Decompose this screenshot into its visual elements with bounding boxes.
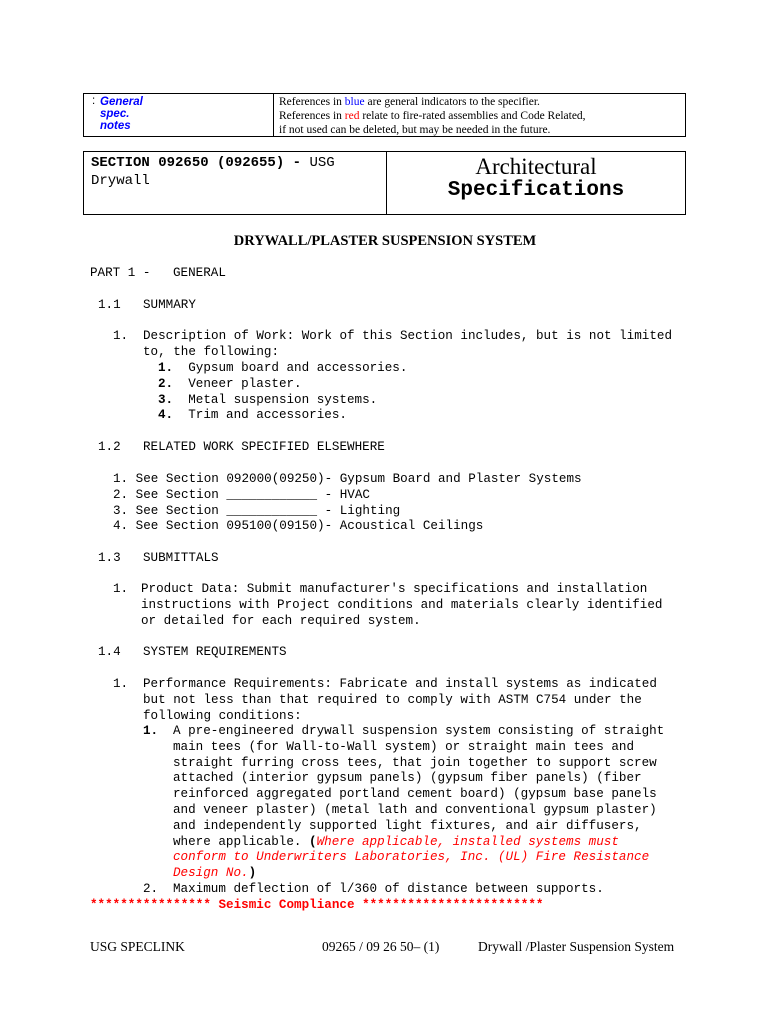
part-1-name: GENERAL	[173, 266, 226, 280]
list-item: 4. See Section 095100(09150)- Acoustical Ceilings	[113, 519, 484, 534]
spec-notes-text	[279, 95, 586, 137]
architectural-heading: Architectural	[475, 154, 597, 179]
requirements-item: Performance Requirements: Fabricate and install systems as indicated but not less than that required to comply with ASTM C754 under the following conditions:	[143, 677, 657, 723]
list-item: 1. Gypsum board and accessories.	[158, 361, 408, 375]
article-1-4-number: 1.4	[98, 645, 121, 659]
article-1-2-number: 1.2	[98, 440, 121, 454]
footer-page-number: 09265 / 09 26 50– (1)	[322, 939, 440, 954]
fire-rating-note: Where applicable, installed systems must	[316, 834, 619, 849]
list-item: 1. See Section 092000(09250)- Gypsum Board and Plaster Systems	[113, 472, 582, 486]
spec-notes-label-cell	[84, 94, 274, 136]
requirements-sub-1-number: 1.	[143, 724, 159, 738]
article-1-1-name: SUMMARY	[143, 298, 196, 312]
section-id: SECTION 092650 (092655) - USG Drywall	[91, 155, 335, 189]
specifications-heading: Specifications	[447, 179, 625, 202]
list-item: 4. Trim and accessories.	[158, 408, 347, 423]
requirements-sub-2: Maximum deflection of l/360 of distance between supports.	[173, 882, 604, 896]
seismic-compliance-banner: **************** Seismic Compliance ************************	[90, 898, 544, 912]
related-work-list	[113, 472, 582, 535]
summary-item-number: 1.	[113, 329, 129, 343]
list-item: 3. See Section ____________ - Lighting	[113, 503, 401, 518]
section-header-table	[83, 151, 686, 215]
notes-line-3: if not used can be deleted, but may be needed in the future.	[279, 124, 551, 136]
requirements-item-number: 1.	[113, 677, 129, 691]
list-item: 2. See Section ____________ - HVAC	[113, 487, 370, 502]
list-item: 3. Metal suspension systems.	[158, 392, 378, 407]
notes-line-2: References in red relate to fire-rated assemblies and Code Related,	[279, 110, 586, 122]
article-1-3-name: SUBMITTALS	[143, 551, 219, 565]
requirements-sub-1: A pre-engineered drywall suspension system consisting of straight main tees (for Wall-to-Wall system) or straight main tees and straight furring cross tees, that join together to support screw attached (interior gypsum panels) (gypsum fiber panels) (fiber reinforced aggregated portland cement board) (gypsum base panels and veneer plaster) (metal lath and conventional gypsum plaster) and independently supported light fixtures, and air diffusers, where applicable. (Where applicable, installed systems must conform to Underwriters Laboratories, Inc. (UL) Fire Resistance Design No.)	[173, 724, 665, 881]
footer-right: Drywall /Plaster Suspension System	[478, 939, 675, 954]
summary-item: Description of Work: Work of this Section includes, but is not limited to, the following:	[143, 329, 673, 359]
summary-sublist	[158, 361, 407, 424]
requirements-sub-2-number: 2.	[143, 882, 159, 896]
spec-notes-table	[83, 93, 686, 137]
article-1-2-name: RELATED WORK SPECIFIED ELSEWHERE	[143, 440, 385, 454]
notes-line-1: References in blue are general indicators to the specifier.	[279, 96, 540, 108]
section-heading-cell	[386, 152, 686, 202]
submittals-item: Product Data: Submit manufacturer's specifications and installation instructions with Project conditions and materials clearly identified or detailed for each required system.	[141, 582, 663, 628]
footer-left: USG SPECLINK	[90, 939, 185, 954]
part-1-number: PART 1 -	[90, 266, 151, 280]
submittals-item-number: 1.	[113, 582, 129, 596]
page-title: DRYWALL/PLASTER SUSPENSION SYSTEM	[233, 233, 537, 249]
article-1-4-name: SYSTEM REQUIREMENTS	[143, 645, 287, 659]
article-1-1-number: 1.1	[98, 298, 121, 312]
section-id-cell	[84, 152, 387, 214]
spec-notes-label: General spec. notes :	[92, 95, 143, 132]
list-item: 2. Veneer plaster.	[158, 376, 302, 391]
article-1-3-number: 1.3	[98, 551, 121, 565]
